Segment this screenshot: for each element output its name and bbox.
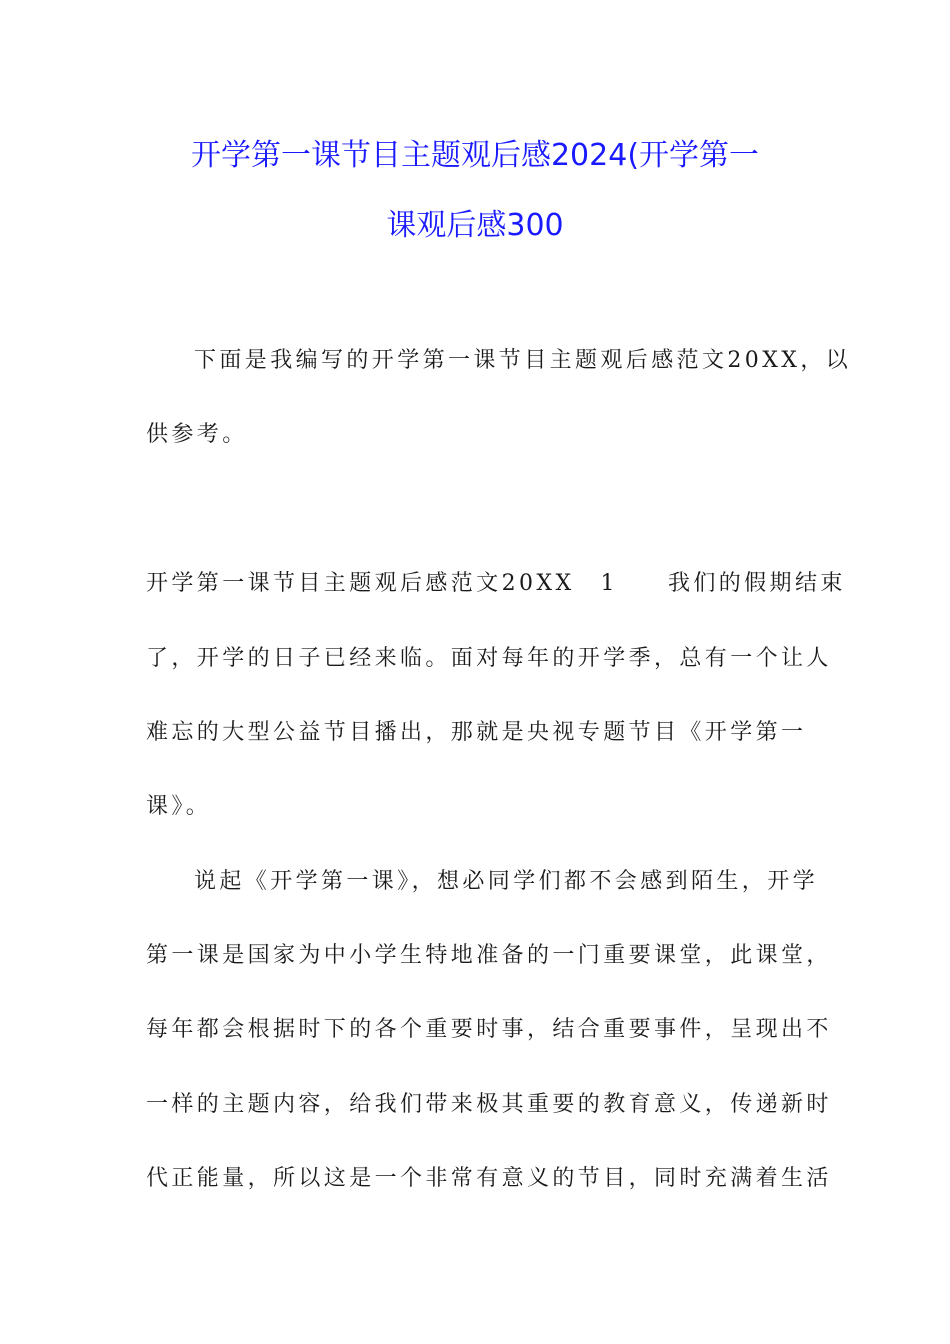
section-heading-line	[146, 569, 846, 599]
intro-paragraph-line-1: 下面是我编写的开学第一课节目主题观后感范文20XX，以	[194, 348, 852, 373]
paragraph-1-line-4: 课》。	[146, 794, 212, 819]
paragraph-2-line-5: 代正能量，所以这是一个非常有意义的节目，同时充满着生活	[146, 1166, 832, 1191]
section-heading: 开学第一课节目主题观后感范文20XX	[146, 571, 575, 596]
section-number: 1	[600, 571, 618, 596]
document-title-line-1: 开学第一课节目主题观后感2024(开学第一	[190, 138, 760, 173]
paragraph-2-line-3: 每年都会根据时下的各个重要时事，结合重要事件，呈现出不	[146, 1017, 832, 1042]
section-text-start: 我们的假期结束	[667, 571, 846, 596]
paragraph-2-line-4: 一样的主题内容，给我们带来极其重要的教育意义，传递新时	[146, 1092, 832, 1117]
document-title-line-2: 课观后感300	[386, 208, 564, 243]
paragraph-2-line-2: 第一课是国家为中小学生特地准备的一门重要课堂，此课堂，	[146, 943, 832, 968]
paragraph-1-line-3: 难忘的大型公益节目播出，那就是央视专题节目《开学第一	[146, 720, 807, 745]
intro-paragraph-line-2: 供参考。	[146, 422, 248, 447]
paragraph-1-line-2: 了，开学的日子已经来临。面对每年的开学季，总有一个让人	[146, 646, 832, 671]
paragraph-2-line-1: 说起《开学第一课》，想必同学们都不会感到陌生，开学	[194, 869, 819, 894]
